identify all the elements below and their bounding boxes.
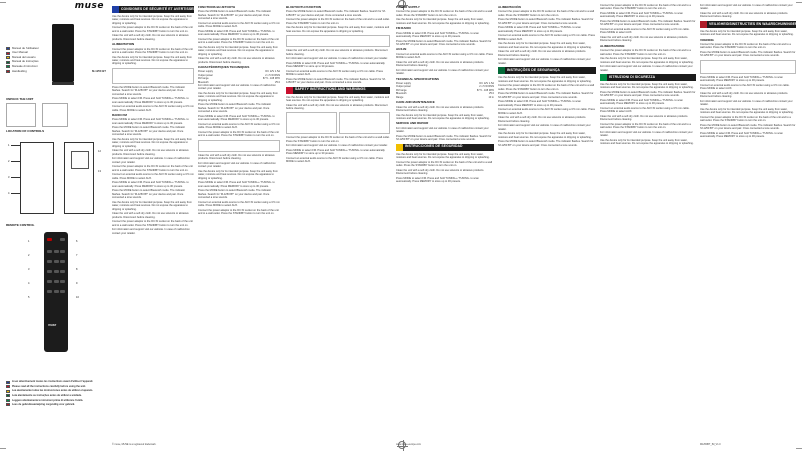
callout-number: 8 xyxy=(76,268,77,271)
remote-button xyxy=(60,290,65,293)
callout-number: 10 xyxy=(76,296,79,299)
control-panel xyxy=(71,151,89,169)
remote-logo: muse xyxy=(48,324,56,327)
product-base xyxy=(52,82,74,85)
section-header: VEILIGHEIDSINSTRUCTIES EN WAARSCHUWINGEN xyxy=(700,21,796,28)
text-column-en: BLUETOOTH FUNCTION Press the MODE button to select Bluetooth mode. The indicator flashes. Search for 'M-1250 BT' on your device and pair. Once connected a tone sounds. Connect the power adaptor to the DC IN socket on the back of the unit and to a wall outlet. Press the STANDBY button to turn the unit on. Use the device only for its intended purpose. Keep the unit away from water, moisture and heat sources. Do not expose the apparatus to dripping or splashing. Clean the unit with a soft dry cloth. Do not use solvents or abrasive products. Disconnect before cleaning. For information and support visit our website. In case of malfunction contact your retailer. Press MODE to select FM. Press and hold TUNING+ / TUNING- to scan automatically. Press MEMORY to store up to 30 presets. Connect an external audio source to the AUX IN socket using a 3.5 mm cable. Press MODE to select AUX. Press the MODE button to select Bluetooth mode. The indicator flashes. Search for 'M-1250 BT' on your device and pair. Once connected a tone sounds. SAFETY INSTRUCTIONS AND WARNINGS Use the device only for its intended purpose. Keep the unit away from water, moisture and heat sources. Do not expose the apparatus to dripping or splashing. Clean the unit with a soft dry cloth. Do not use solvents or abrasive products. Disconnect before cleaning. Connect the power adaptor to the DC IN socket on the back of the unit and to a wall outlet. Press the STANDBY button to turn the unit on. For information and support visit our website. In case of malfunction contact your retailer. Press MODE to select FM. Press and hold TUNING+ / TUNING- to scan automatically. Press MEMORY to store up to 30 presets. Connect an external audio source to the AUX IN socket using a 3.5 mm cable. Press MODE to select AUX. xyxy=(286,4,390,446)
location-title: LOCATION OF CONTROLS xyxy=(6,130,106,133)
callout-number: 9 xyxy=(76,282,77,285)
spec-row: Bluetooth V5.0 xyxy=(396,92,494,95)
flag-icon xyxy=(6,47,10,50)
callout-number: 3 xyxy=(8,176,9,179)
unpack-illustration xyxy=(42,103,68,127)
remote-button xyxy=(54,290,59,293)
warning-list: Lisez attentivement toutes les instructions avant d'utiliser l'appareil. Please read all the instructions carefully before using the unit. Lea atentamente todas las instrucciones antes de utilizar el aparato. Leia atentamente as instruções antes de utilizar a unidade. Leggere attentamente le istruzioni prima di utilizzare l'unità. Lees de gebruiksaanwijzing zorgvuldig voor gebruik. xyxy=(6,380,106,408)
language-label: Manuel de l'utilisateur xyxy=(12,47,39,50)
remote-button xyxy=(47,290,52,293)
callout-number: 6 xyxy=(76,240,77,243)
section-header: ISTRUZIONI DI SICUREZZA xyxy=(600,74,696,81)
flag-icon xyxy=(6,56,10,59)
remote-diagram xyxy=(286,112,337,134)
remote-button xyxy=(47,260,52,263)
callout-number: 4 xyxy=(8,192,9,195)
flag-icon xyxy=(6,65,10,68)
flag-icon xyxy=(6,61,10,64)
section-header: SAFETY INSTRUCTIONS AND WARNINGS xyxy=(286,87,390,94)
callout-number: 13 xyxy=(98,170,101,173)
warning-illustration xyxy=(286,35,390,47)
flag-icon xyxy=(6,52,10,55)
remote-button xyxy=(54,280,59,283)
spec-row: Range 10 m xyxy=(396,96,494,99)
remote-button xyxy=(60,280,65,283)
spec-row: Power supply DC 12V 1.5A xyxy=(396,82,494,85)
remote-button xyxy=(47,270,52,273)
remote-control-image xyxy=(44,232,68,352)
flag-icon xyxy=(6,70,10,73)
text-column-fr: CONSIGNES DE SÉCURITÉ ET AVERTISSEMENTS Use the device only for its intended purpose. Keep the unit away from water, moisture and heat sources. Do not expose the apparatus to dripping or splashing. Connect the power adaptor to the DC IN socket on the back of the unit and to a wall outlet. Press the STANDBY button to turn the unit on. Clean the unit with a soft dry cloth. Do not use solvents or abrasive products. Disconnect before cleaning. ALIMENTATION Connect the power adaptor to the DC IN socket on the back of the unit and to a wall outlet. Press the STANDBY button to turn the unit on. Use the device only for its intended purpose. Keep the unit away from water, moisture and heat sources. Do not expose the apparatus to dripping or splashing. Press the MODE button to select Bluetooth mode. The indicator flashes. Search for 'M-1250 BT' on your device and pair. Once connected a tone sounds. Press MODE to select FM. Press and hold TUNING+ / TUNING- to scan automatically. Press MEMORY to store up to 30 presets. Connect an external audio source to the AUX IN socket using a 3.5 mm cable. Press MODE to select AUX. RADIO FM Press MODE to select FM. Press and hold TUNING+ / TUNING- to scan automatically. Press MEMORY to store up to 30 presets. Press the MODE button to select Bluetooth mode. The indicator flashes. Search for 'M-1250 BT' on your device and pair. Once connected a tone sounds. Use the device only for its intended purpose. Keep the unit away from water, moisture and heat sources. Do not expose the apparatus to dripping or splashing. Clean the unit with a soft dry cloth. Do not use solvents or abrasive products. Disconnect before cleaning. For information and support visit our website. In case of malfunction contact your retailer. Connect the power adaptor to the DC IN socket on the back of the unit and to a wall outlet. Press the STANDBY button to turn the unit on. Connect an external audio source to the AUX IN socket using a 3.5 mm cable. Press MODE to select AUX. Press MODE to select FM. Press and hold TUNING+ / TUNING- to scan automatically. Press MEMORY to store up to 30 presets. Press the MODE button to select Bluetooth mode. The indicator flashes. Search for 'M-1250 BT' on your device and pair. Once connected a tone sounds. Use the device only for its intended purpose. Keep the unit away from water, moisture and heat sources. Do not expose the apparatus to dripping or splashing. Clean the unit with a soft dry cloth. Do not use solvents or abrasive products. Disconnect before cleaning. Connect the power adaptor to the DC IN socket on the back of the unit and to a wall outlet. Press the STANDBY button to turn the unit on. For information and support visit our website. In case of malfunction contact your retailer. xyxy=(112,4,194,446)
language-label: Handleiding xyxy=(12,70,27,73)
model-number: M-1250 BT xyxy=(92,70,106,73)
remote-diagram xyxy=(339,112,390,134)
footer-url: www.muse-europe.com xyxy=(396,443,421,446)
callout-number: 3 xyxy=(28,268,29,271)
crop-mark xyxy=(0,448,6,449)
remote-power-button xyxy=(47,238,52,241)
section-header: CONSIGNES DE SÉCURITÉ ET AVERTISSEMENTS xyxy=(112,6,194,13)
callout-number: 1 xyxy=(28,240,29,243)
product-image xyxy=(52,24,74,82)
remote-button xyxy=(60,260,65,263)
remote-title: REMOTE CONTROL xyxy=(6,224,106,227)
unpack-illustration xyxy=(6,103,36,127)
spec-row: Bluetooth V5.0 xyxy=(198,81,280,84)
remote-button xyxy=(47,250,52,253)
remote-button xyxy=(47,280,52,283)
text-column-en-2: POWER SUPPLY Connect the power adaptor to the DC IN socket on the back of the unit and to a wall outlet. Press the STANDBY button to turn the unit on. Use the device only for its intended purpose. Keep the unit away from water, moisture and heat sources. Do not expose the apparatus to dripping or splashing. FM RADIO Press MODE to select FM. Press and hold TUNING+ / TUNING- to scan automatically. Press MEMORY to store up to 30 presets. Press the MODE button to select Bluetooth mode. The indicator flashes. Search for 'M-1250 BT' on your device and pair. Once connected a tone sounds. AUX-IN Connect an external audio source to the AUX IN socket using a 3.5 mm cable. Press MODE to select AUX. Clean the unit with a soft dry cloth. Do not use solvents or abrasive products. Disconnect before cleaning. For information and support visit our website. In case of malfunction contact your retailer. TECHNICAL SPECIFICATIONS Power supply DC 12V 1.5A Output power 2 x 5 W RMS FM range 87.5 - 108 MHz Bluetooth V5.0 Range 10 m CARE AND MAINTENANCE Clean the unit with a soft dry cloth. Do not use solvents or abrasive products. Disconnect before cleaning. Use the device only for its intended purpose. Keep the unit away from water, moisture and heat sources. Do not expose the apparatus to dripping or splashing. SERVICE AND REPAIR For information and support visit our website. In case of malfunction contact your retailer. Press the MODE button to select Bluetooth mode. The indicator flashes. Search for 'M-1250 BT' on your device and pair. Once connected a tone sounds. INSTRUCCIONES DE SEGURIDAD Use the device only for its intended purpose. Keep the unit away from water, moisture and heat sources. Do not expose the apparatus to dripping or splashing. Connect the power adaptor to the DC IN socket on the back of the unit and to a wall outlet. Press the STANDBY button to turn the unit on. Clean the unit with a soft dry cloth. Do not use solvents or abrasive products. Disconnect before cleaning. Press MODE to select FM. Press and hold TUNING+ / TUNING- to scan automatically. Press MEMORY to store up to 30 presets. xyxy=(396,4,494,446)
remote-button xyxy=(60,250,65,253)
language-label: Manual del usuario xyxy=(12,56,36,59)
language-label: User Manual xyxy=(12,51,28,54)
text-column-nl: For information and support visit our website. In case of malfunction contact your retailer. Clean the unit with a soft dry cloth. Do not use solvents or abrasive products. Disconnect before cleaning. VEILIGHEIDSINSTRUCTIES EN WAARSCHUWINGEN Use the device only for its intended purpose. Keep the unit away from water, moisture and heat sources. Do not expose the apparatus to dripping or splashing. VOEDING Connect the power adaptor to the DC IN socket on the back of the unit and to a wall outlet. Press the STANDBY button to turn the unit on. Press the MODE button to select Bluetooth mode. The indicator flashes. Search for 'M-1250 BT' on your device and pair. Once connected a tone sounds. Press MODE to select FM. Press and hold TUNING+ / TUNING- to scan automatically. Press MEMORY to store up to 30 presets. Connect an external audio source to the AUX IN socket using a 3.5 mm cable. Press MODE to select AUX. Clean the unit with a soft dry cloth. Do not use solvents or abrasive products. Disconnect before cleaning. For information and support visit our website. In case of malfunction contact your retailer. Use the device only for its intended purpose. Keep the unit away from water, moisture and heat sources. Do not expose the apparatus to dripping or splashing. Connect the power adaptor to the DC IN socket on the back of the unit and to a wall outlet. Press the STANDBY button to turn the unit on. Press the MODE button to select Bluetooth mode. The indicator flashes. Search for 'M-1250 BT' on your device and pair. Once connected a tone sounds. Press MODE to select FM. Press and hold TUNING+ / TUNING- to scan automatically. Press MEMORY to store up to 30 presets. xyxy=(700,4,796,446)
remote-button xyxy=(54,270,59,273)
rear-view-diagram xyxy=(64,142,94,214)
section-header: INSTRUÇÕES DE SEGURANÇA xyxy=(498,67,596,74)
callout-number: 5 xyxy=(28,296,29,299)
front-view-diagram xyxy=(20,142,54,214)
callout-number: 12 xyxy=(98,150,101,153)
spec-row: Power supply DC 12V 1.5A xyxy=(198,70,280,73)
footer-version: M1250BT_IM_V1.0 xyxy=(700,443,721,446)
remote-button xyxy=(60,238,65,241)
illustration xyxy=(700,60,796,74)
callout-number: 1 xyxy=(8,144,9,147)
spec-row: Output power 2 x 5 W RMS xyxy=(198,74,280,77)
remote-button xyxy=(54,250,59,253)
remote-button xyxy=(54,260,59,263)
unpack-title: UNPACK THE UNIT xyxy=(6,98,106,101)
spec-row: FM range 87.5 - 108 MHz xyxy=(396,89,494,92)
language-label: Manuale di istruzioni xyxy=(12,65,38,68)
language-label: Manual de instruções xyxy=(12,60,39,63)
callout-number: 2 xyxy=(28,254,29,257)
callout-number: 4 xyxy=(28,282,29,285)
text-column-it: Connect the power adaptor to the DC IN socket on the back of the unit and to a wall outlet. Press the STANDBY button to turn the unit on. Press MODE to select FM. Press and hold TUNING+ / TUNING- to scan automatically. Press MEMORY to store up to 30 presets. Press the MODE button to select Bluetooth mode. The indicator flashes. Search for 'M-1250 BT' on your device and pair. Once connected a tone sounds. Connect an external audio source to the AUX IN socket using a 3.5 mm cable. Press MODE to select AUX. Clean the unit with a soft dry cloth. Do not use solvents or abrasive products. Disconnect before cleaning. ALIMENTAZIONE Connect the power adaptor to the DC IN socket on the back of the unit and to a wall outlet. Press the STANDBY button to turn the unit on. Use the device only for its intended purpose. Keep the unit away from water, moisture and heat sources. Do not expose the apparatus to dripping or splashing. For information and support visit our website. In case of malfunction contact your retailer. ISTRUZIONI DI SICUREZZA Use the device only for its intended purpose. Keep the unit away from water, moisture and heat sources. Do not expose the apparatus to dripping or splashing. Press the MODE button to select Bluetooth mode. The indicator flashes. Search for 'M-1250 BT' on your device and pair. Once connected a tone sounds. Press MODE to select FM. Press and hold TUNING+ / TUNING- to scan automatically. Press MEMORY to store up to 30 presets. Connect an external audio source to the AUX IN socket using a 3.5 mm cable. Press MODE to select AUX. Clean the unit with a soft dry cloth. Do not use solvents or abrasive products. Disconnect before cleaning. Connect the power adaptor to the DC IN socket on the back of the unit and to a wall outlet. Press the STANDBY button to turn the unit on. For information and support visit our website. In case of malfunction contact your retailer. Use the device only for its intended purpose. Keep the unit away from water, moisture and heat sources. Do not expose the apparatus to dripping or splashing. xyxy=(600,4,696,446)
spec-row: FM range 87.5 - 108 MHz xyxy=(198,77,280,80)
weee-symbol xyxy=(198,140,280,152)
spec-row: Output power 2 x 5 W RMS xyxy=(396,85,494,88)
remote-button xyxy=(60,270,65,273)
text-column-fr-2: FONCTIONS BLUETOOTH Press the MODE button to select Bluetooth mode. The indicator flashes. Search for 'M-1250 BT' on your device and pair. Once connected a tone sounds. Connect an external audio source to the AUX IN socket using a 3.5 mm cable. Press MODE to select AUX. Press MODE to select FM. Press and hold TUNING+ / TUNING- to scan automatically. Press MEMORY to store up to 30 presets. Connect the power adaptor to the DC IN socket on the back of the unit and to a wall outlet. Press the STANDBY button to turn the unit on. Use the device only for its intended purpose. Keep the unit away from water, moisture and heat sources. Do not expose the apparatus to dripping or splashing. Clean the unit with a soft dry cloth. Do not use solvents or abrasive products. Disconnect before cleaning. CARACTÉRISTIQUES TECHNIQUES Power supply DC 12V 1.5A Output power 2 x 5 W RMS FM range 87.5 - 108 MHz Bluetooth V5.0 For information and support visit our website. In case of malfunction contact your retailer. Use the device only for its intended purpose. Keep the unit away from water, moisture and heat sources. Do not expose the apparatus to dripping or splashing. Press the MODE button to select Bluetooth mode. The indicator flashes. Search for 'M-1250 BT' on your device and pair. Once connected a tone sounds. Press MODE to select FM. Press and hold TUNING+ / TUNING- to scan automatically. Press MEMORY to store up to 30 presets. Connect an external audio source to the AUX IN socket using a 3.5 mm cable. Press MODE to select AUX. Connect the power adaptor to the DC IN socket on the back of the unit and to a wall outlet. Press the STANDBY button to turn the unit on. Clean the unit with a soft dry cloth. Do not use solvents or abrasive products. Disconnect before cleaning. For information and support visit our website. In case of malfunction contact your retailer. Use the device only for its intended purpose. Keep the unit away from water, moisture and heat sources. Do not expose the apparatus to dripping or splashing. Press MODE to select FM. Press and hold TUNING+ / TUNING- to scan automatically. Press MEMORY to store up to 30 presets. Press the MODE button to select Bluetooth mode. The indicator flashes. Search for 'M-1250 BT' on your device and pair. Once connected a tone sounds. Connect an external audio source to the AUX IN socket using a 3.5 mm cable. Press MODE to select AUX. Connect the power adaptor to the DC IN socket on the back of the unit and to a wall outlet. Press the STANDBY button to turn the unit on. xyxy=(198,4,280,446)
crop-mark xyxy=(796,448,802,449)
callout-number: 2 xyxy=(8,160,9,163)
crop-mark xyxy=(0,2,6,3)
crop-mark xyxy=(796,2,802,3)
callout-number: 7 xyxy=(76,254,77,257)
footer-left: © muse, MUSE is a registered trademark. xyxy=(112,443,156,446)
text-column-es: ALIMENTACIÓN Connect the power adaptor to the DC IN socket on the back of the unit and to a wall outlet. Press the STANDBY button to turn the unit on. Press the MODE button to select Bluetooth mode. The indicator flashes. Search for 'M-1250 BT' on your device and pair. Once connected a tone sounds. Press MODE to select FM. Press and hold TUNING+ / TUNING- to scan automatically. Press MEMORY to store up to 30 presets. Connect an external audio source to the AUX IN socket using a 3.5 mm cable. Press MODE to select AUX. Use the device only for its intended purpose. Keep the unit away from water, moisture and heat sources. Do not expose the apparatus to dripping or splashing. Clean the unit with a soft dry cloth. Do not use solvents or abrasive products. Disconnect before cleaning. For information and support visit our website. In case of malfunction contact your retailer. INSTRUÇÕES DE SEGURANÇA Use the device only for its intended purpose. Keep the unit away from water, moisture and heat sources. Do not expose the apparatus to dripping or splashing. Connect the power adaptor to the DC IN socket on the back of the unit and to a wall outlet. Press the STANDBY button to turn the unit on. Press the MODE button to select Bluetooth mode. The indicator flashes. Search for 'M-1250 BT' on your device and pair. Once connected a tone sounds. Press MODE to select FM. Press and hold TUNING+ / TUNING- to scan automatically. Press MEMORY to store up to 30 presets. Connect an external audio source to the AUX IN socket using a 3.5 mm cable. Press MODE to select AUX. Clean the unit with a soft dry cloth. Do not use solvents or abrasive products. Disconnect before cleaning. For information and support visit our website. In case of malfunction contact your retailer. Use the device only for its intended purpose. Keep the unit away from water, moisture and heat sources. Do not expose the apparatus to dripping or splashing. Press the MODE button to select Bluetooth mode. The indicator flashes. Search for 'M-1250 BT' on your device and pair. Once connected a tone sounds. xyxy=(498,4,596,446)
brand-logo: muse xyxy=(6,5,106,9)
section-header: INSTRUCCIONES DE SEGURIDAD xyxy=(396,144,494,151)
cover-column xyxy=(6,4,106,446)
illustration xyxy=(112,68,194,84)
